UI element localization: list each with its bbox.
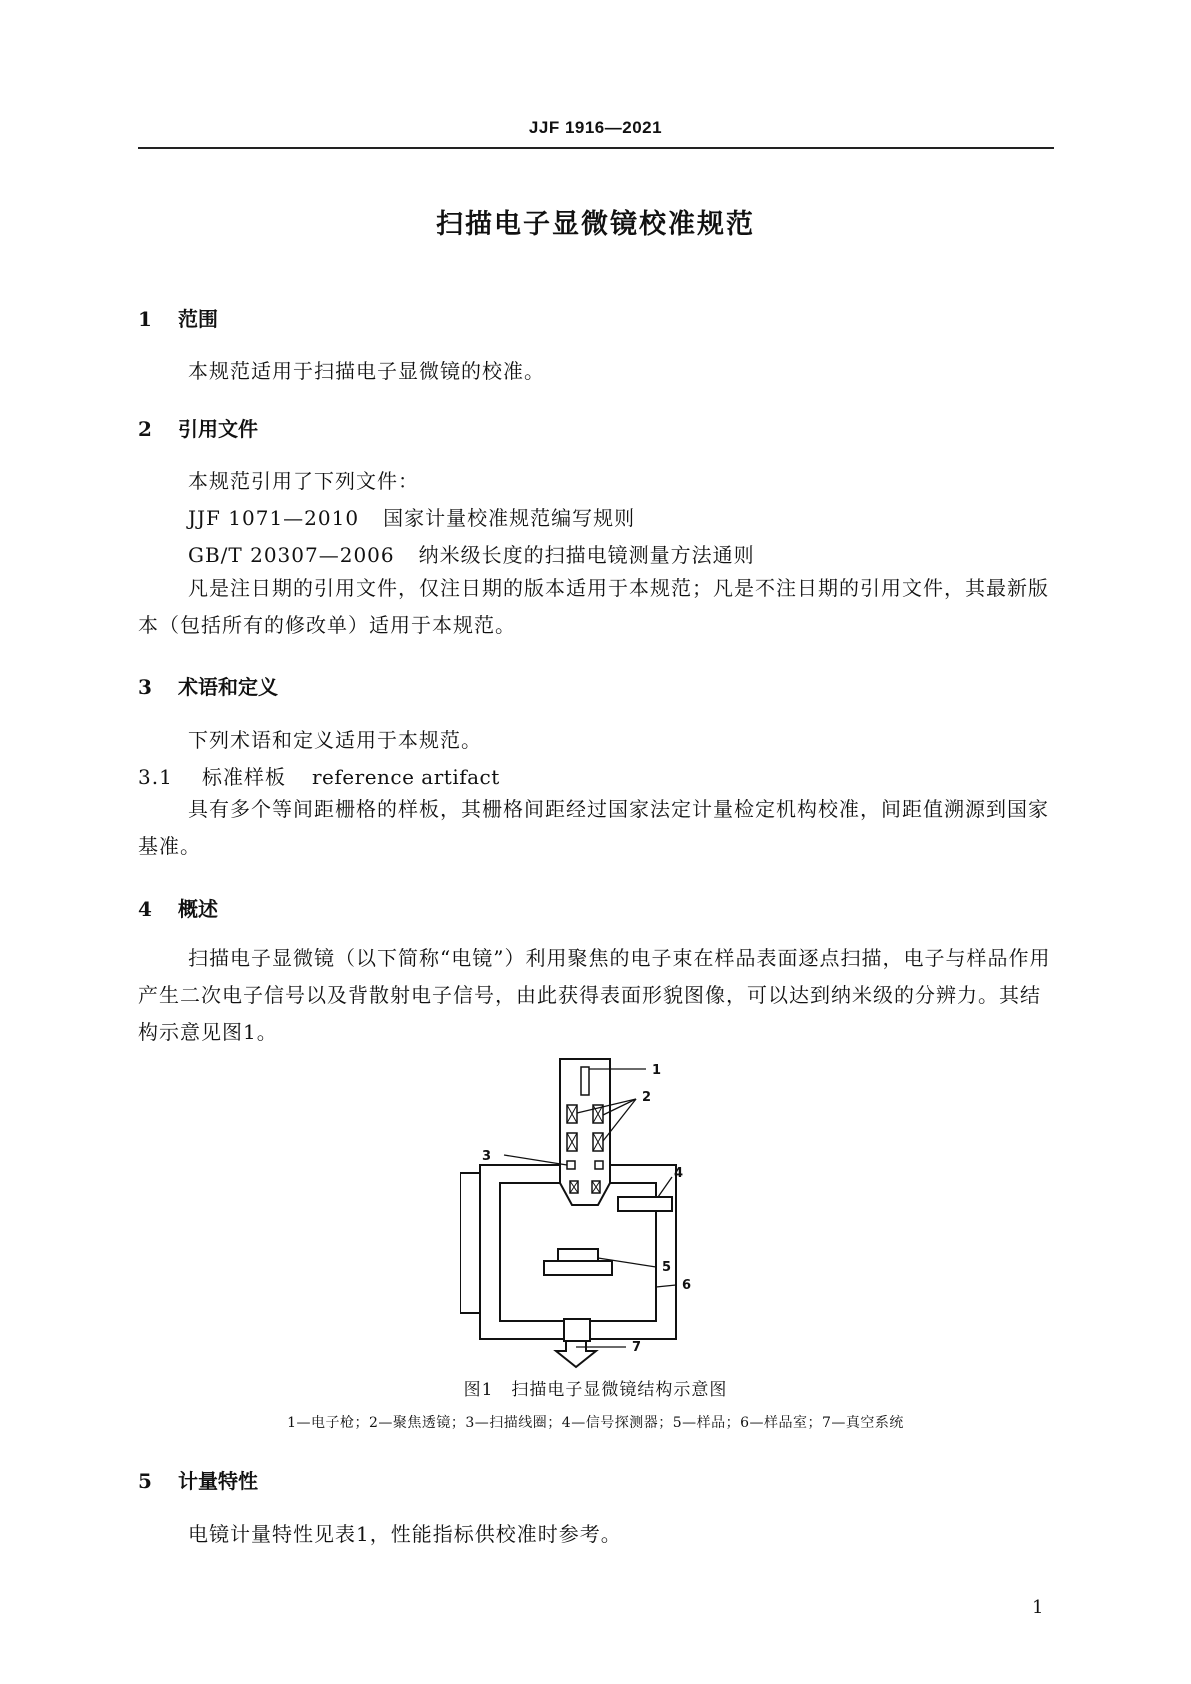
vacuum-outlet xyxy=(556,1339,596,1367)
figure-label: 3 xyxy=(482,1149,492,1164)
side-panel xyxy=(460,1173,480,1313)
term-zh: 标准样板 xyxy=(202,765,286,789)
section-title: 范围 xyxy=(178,307,218,331)
term-entry xyxy=(138,761,500,790)
document-title: 扫描电子显微镜校准规范 xyxy=(436,209,755,240)
section-number: 5 xyxy=(138,1469,152,1493)
figure-label: 2 xyxy=(642,1090,652,1105)
reference-code: JJF 1071—2010 xyxy=(188,506,360,530)
reference-item xyxy=(188,502,635,531)
vacuum-pipe xyxy=(564,1319,590,1341)
section-title: 引用文件 xyxy=(178,417,258,441)
section-5-body: 电镜计量特性见表1，性能指标供校准时参考。 xyxy=(188,1522,622,1546)
reference-code: GB/T 20307—2006 xyxy=(188,543,395,567)
term-definition: 具有多个等间距栅格的样板，其栅格间距经过国家法定计量检定机构校准，间距值溯源到国家基准。 xyxy=(138,797,1049,858)
section-number: 2 xyxy=(138,417,152,441)
sem-structure-diagram xyxy=(460,1055,760,1375)
section-2-note: 凡是注日期的引用文件，仅注日期的版本适用于本规范；凡是不注日期的引用文件，其最新版本（包括所有的修改单）适用于本规范。 xyxy=(138,576,1049,637)
figure-label: 6 xyxy=(682,1278,692,1293)
figure-label: 7 xyxy=(632,1340,642,1355)
signal-detector xyxy=(618,1197,672,1211)
sample xyxy=(558,1249,598,1261)
term-en: reference artifact xyxy=(312,765,500,789)
section-2-intro: 本规范引用了下列文件： xyxy=(188,469,419,493)
page-number: 1 xyxy=(1032,1597,1044,1618)
section-1-heading xyxy=(138,303,218,332)
electron-column xyxy=(560,1059,610,1205)
section-title: 术语和定义 xyxy=(178,675,278,699)
standard-code-header: JJF 1916—2021 xyxy=(528,118,663,137)
figure-legend: 1—电子枪；2—聚焦透镜；3—扫描线圈；4—信号探测器；5—样品；6—样品室；7—真空系统 xyxy=(287,1415,904,1431)
section-3-intro: 下列术语和定义适用于本规范。 xyxy=(188,728,482,752)
section-number: 3 xyxy=(138,675,152,699)
figure-caption: 图1 扫描电子显微镜结构示意图 xyxy=(463,1380,728,1400)
section-3-heading xyxy=(138,671,278,700)
figure-label: 1 xyxy=(652,1063,662,1078)
reference-item xyxy=(188,539,755,568)
term-number: 3.1 xyxy=(138,765,173,789)
figure-label: 4 xyxy=(674,1166,684,1181)
section-2-heading xyxy=(138,413,258,442)
section-title: 概述 xyxy=(178,897,218,921)
section-4-heading xyxy=(138,893,218,922)
reference-name: 纳米级长度的扫描电镜测量方法通则 xyxy=(418,543,755,567)
sample-stage xyxy=(544,1261,612,1275)
section-1-body: 本规范适用于扫描电子显微镜的校准。 xyxy=(188,359,545,383)
reference-name: 国家计量校准规范编写规则 xyxy=(383,506,636,530)
section-5-heading xyxy=(138,1465,258,1494)
figure-label: 5 xyxy=(662,1260,672,1275)
section-number: 1 xyxy=(138,307,152,331)
section-number: 4 xyxy=(138,897,152,921)
section-4-body: 扫描电子显微镜（以下简称“电镜”）利用聚焦的电子束在样品表面逐点扫描，电子与样品作用产生二次电子信号以及背散射电子信号，由此获得表面形貌图像，可以达到纳米级的分辨力。其结构示意见图1。 xyxy=(138,946,1051,1044)
header-rule xyxy=(138,147,1054,149)
section-title: 计量特性 xyxy=(178,1469,258,1493)
